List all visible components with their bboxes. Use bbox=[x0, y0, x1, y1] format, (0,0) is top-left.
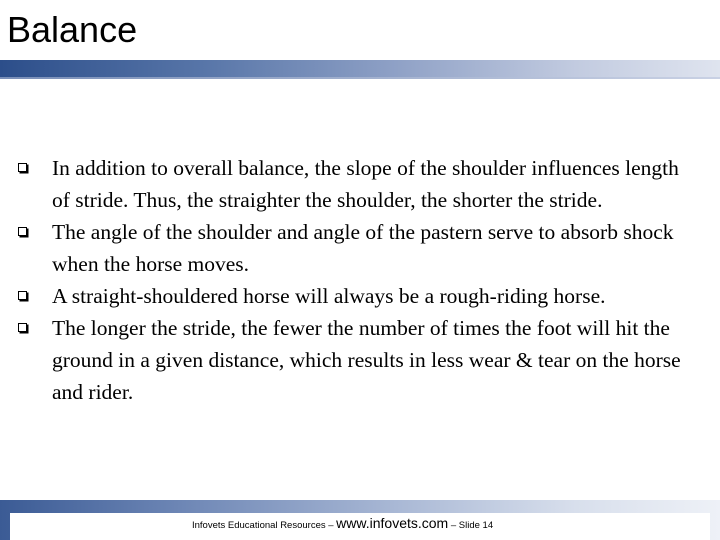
square-bullet-icon bbox=[18, 291, 27, 300]
bullet-item bbox=[52, 152, 702, 216]
bullet-text: The longer the stride, the fewer the number of times the foot will hit the ground in a given distance, which results in less wear & tear on the horse and rider. bbox=[52, 316, 681, 404]
bullet-text: A straight-shouldered horse will always be a rough-riding horse. bbox=[52, 284, 606, 308]
square-bullet-icon bbox=[18, 323, 27, 332]
bullet-item bbox=[52, 312, 702, 408]
bullet-text: In addition to overall balance, the slope of the shoulder influences length of stride. Thus, the straighter the shoulder, the shorter the stride. bbox=[52, 156, 679, 212]
slide-title: Balance bbox=[7, 9, 138, 50]
bullet-text: The angle of the shoulder and angle of the pastern serve to absorb shock when the horse moves. bbox=[52, 220, 674, 276]
bullet-item bbox=[52, 280, 702, 312]
square-bullet-icon bbox=[18, 163, 27, 172]
title-underline-shadow bbox=[0, 77, 720, 79]
title-underline-bar bbox=[0, 60, 720, 77]
footer-url: www.infovets.com bbox=[336, 515, 449, 531]
footer-prefix: Infovets Educational Resources – bbox=[192, 520, 337, 531]
bullet-item bbox=[52, 216, 702, 280]
footer-slide-number: – Slide 14 bbox=[448, 520, 494, 531]
square-bullet-icon bbox=[18, 227, 27, 236]
footer bbox=[192, 515, 493, 533]
bullet-list bbox=[52, 152, 702, 408]
